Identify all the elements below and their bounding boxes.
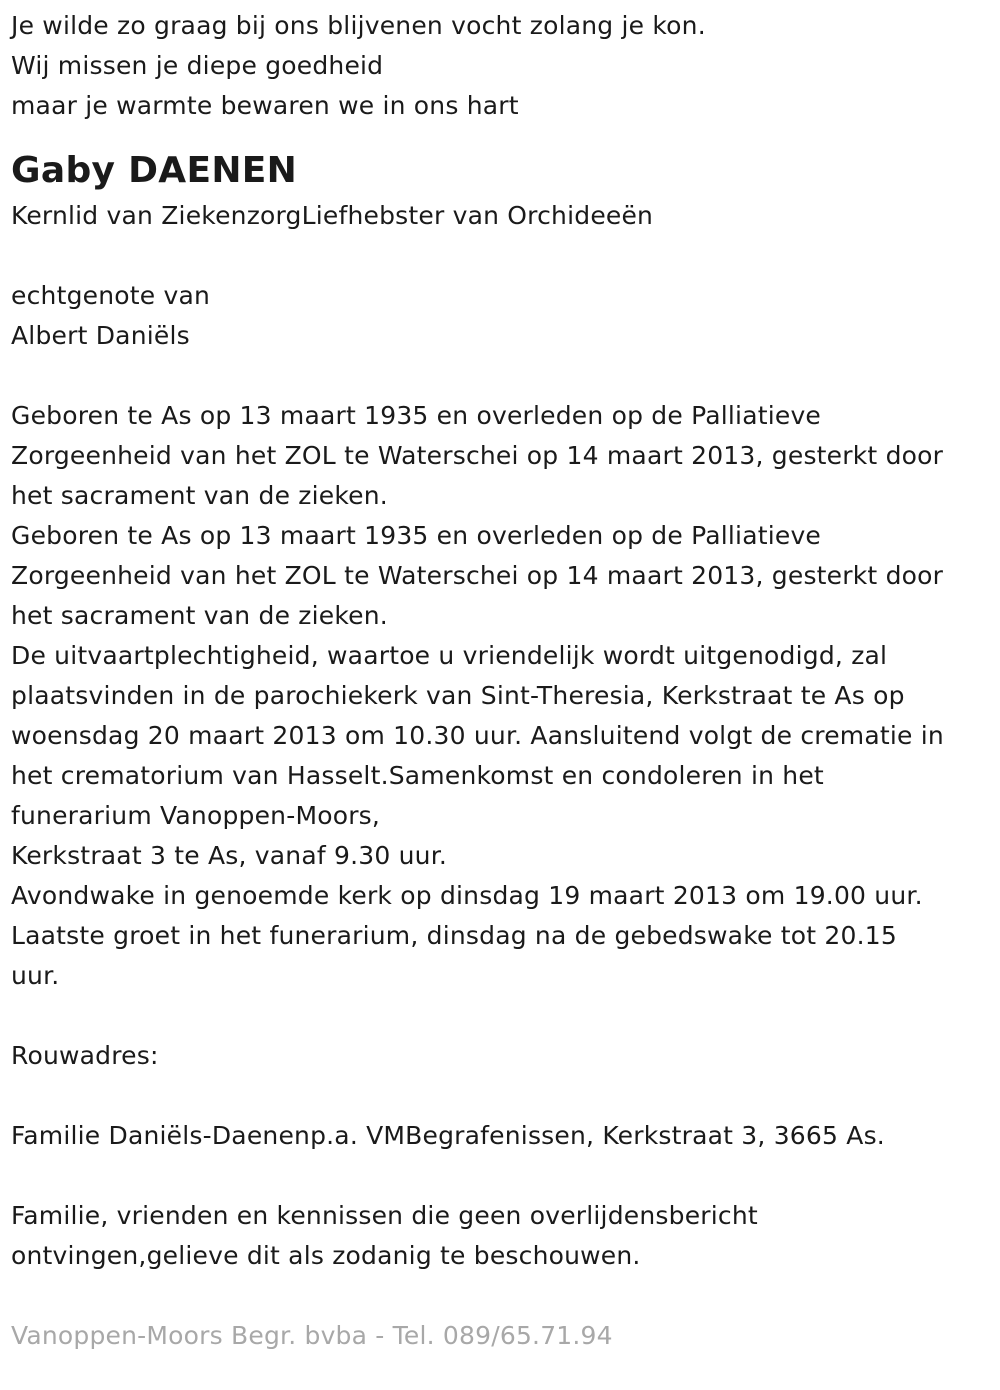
obituary-document <box>11 6 991 1356</box>
vigil-line: Avondwake in genoemde kerk op dinsdag 19 maart 2013 om 19.00 uur. <box>11 881 923 910</box>
vigil-line: uur. <box>11 961 60 990</box>
details-block <box>11 396 991 996</box>
funeral-line: het crematorium van Hasselt.Samenkomst en condoleren in het <box>11 761 824 790</box>
deceased-description: Kernlid van ZiekenzorgLiefhebster van Orchideeën <box>11 201 654 230</box>
notice-block <box>11 1196 991 1276</box>
vigil-line: Laatste groet in het funerarium, dinsdag na de gebedswake tot 20.15 <box>11 921 897 950</box>
notice-line: ontvingen,gelieve dit als zodanig te beschouwen. <box>11 1241 641 1270</box>
funeral-line: funerarium Vanoppen-Moors, <box>11 801 381 830</box>
spacer <box>11 996 991 1036</box>
spouse-block <box>11 276 991 356</box>
spouse-name: Albert Daniëls <box>11 321 190 350</box>
funeral-line: De uitvaartplechtigheid, waartoe u vriendelijk wordt uitgenodigd, zal <box>11 641 888 670</box>
spacer <box>11 356 991 396</box>
detail-line: Zorgeenheid van het ZOL te Waterschei op 14 maart 2013, gesterkt door <box>11 561 944 590</box>
deceased-name: Gaby DAENEN <box>11 150 298 191</box>
funeral-line: Kerkstraat 3 te As, vanaf 9.30 uur. <box>11 841 448 870</box>
mourning-address-label: Rouwadres: <box>11 1041 159 1070</box>
spouse-relation: echtgenote van <box>11 281 211 310</box>
poem <box>11 6 991 126</box>
detail-line: het sacrament van de zieken. <box>11 601 388 630</box>
spacer <box>11 1276 991 1316</box>
funeral-line: woensdag 20 maart 2013 om 10.30 uur. Aansluitend volgt de crematie in <box>11 721 944 750</box>
spacer <box>11 1156 991 1196</box>
notice-line: Familie, vrienden en kennissen die geen overlijdensbericht <box>11 1201 758 1230</box>
spacer <box>11 236 991 276</box>
footer-contact: Vanoppen-Moors Begr. bvba - Tel. 089/65.71.94 <box>11 1321 613 1350</box>
poem-line: Je wilde zo graag bij ons blijvenen vocht zolang je kon. <box>11 11 706 40</box>
detail-line: het sacrament van de zieken. <box>11 481 388 510</box>
poem-line: Wij missen je diepe goedheid <box>11 51 384 80</box>
spacer <box>11 1076 991 1116</box>
detail-line: Geboren te As op 13 maart 1935 en overleden op de Palliatieve <box>11 521 822 550</box>
detail-line: Zorgeenheid van het ZOL te Waterschei op 14 maart 2013, gesterkt door <box>11 441 944 470</box>
detail-line: Geboren te As op 13 maart 1935 en overleden op de Palliatieve <box>11 401 822 430</box>
funeral-line: plaatsvinden in de parochiekerk van Sint-Theresia, Kerkstraat te As op <box>11 681 905 710</box>
mourning-address: Familie Daniëls-Daenenp.a. VMBegrafenissen, Kerkstraat 3, 3665 As. <box>11 1121 885 1150</box>
poem-line: maar je warmte bewaren we in ons hart <box>11 91 519 120</box>
